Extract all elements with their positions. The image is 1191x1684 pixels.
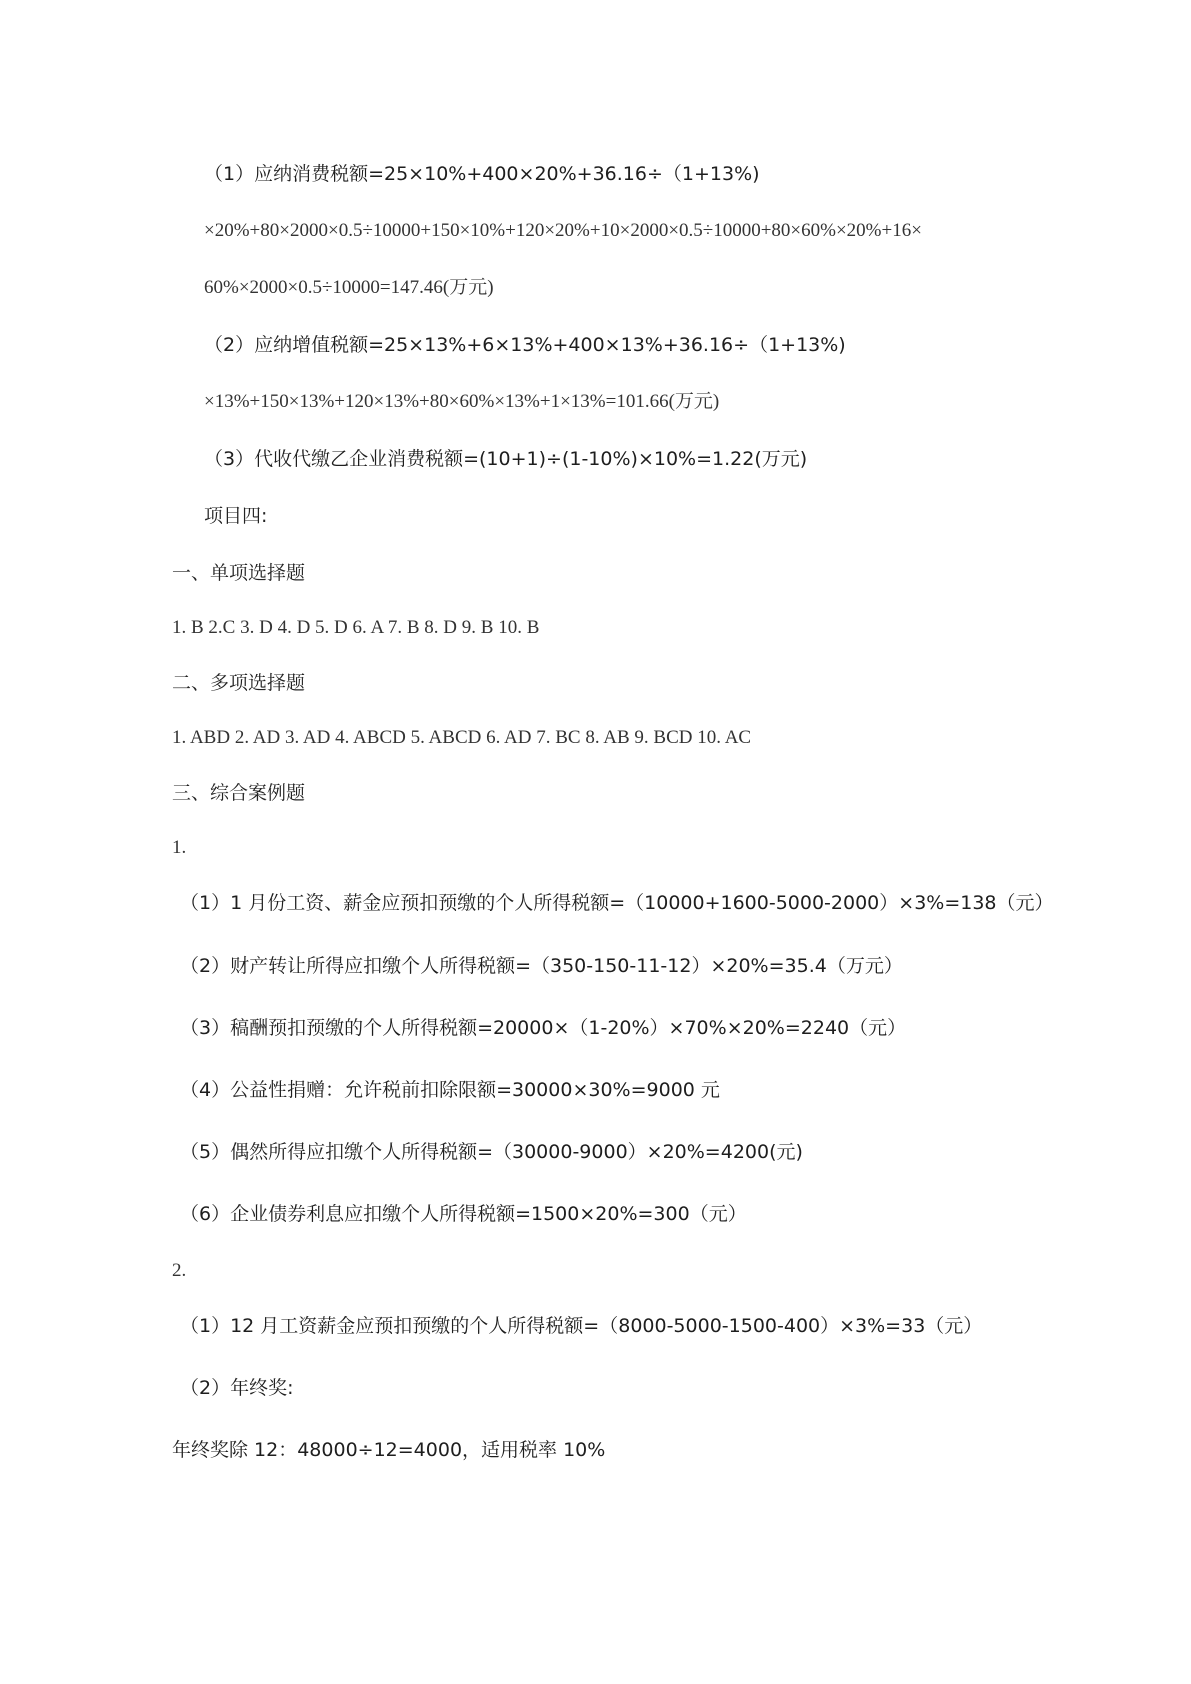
case2-item-2: （2）年终奖: [180, 1377, 294, 1399]
text-line-consumption-tax-3: 60%×2000×0.5÷10000=147.46(万元) [204, 277, 494, 298]
case1-item-3: （3）稿酬预扣预缴的个人所得税额=20000×（1-20%）×70%×20%=2240（元） [180, 1017, 907, 1039]
case1-item-5: （5）偶然所得应扣缴个人所得税额=（30000-9000）×20%=4200(元) [180, 1141, 803, 1163]
case1-item-1: （1）1 月份工资、薪金应预扣预缴的个人所得税额=（10000+1600-5000-2000）×3%=138（元） [180, 892, 1054, 914]
answers-single-choice: 1. B 2.C 3. D 4. D 5. D 6. A 7. B 8. D 9. B 10. B [172, 617, 540, 638]
section-heading-single-choice: 一、单项选择题 [172, 562, 306, 584]
case-number-2: 2. [172, 1260, 187, 1281]
text-line-vat-2: ×13%+150×13%+120×13%+80×60%×13%+1×13%=101.66(万元) [204, 391, 720, 412]
section-heading-case-study: 三、综合案例题 [172, 782, 306, 804]
case1-item-4: （4）公益性捐赠：允许税前扣除限额=30000×30%=9000 元 [180, 1079, 720, 1101]
section-heading-multiple-choice: 二、多项选择题 [172, 672, 306, 694]
case1-item-6: （6）企业债券利息应扣缴个人所得税额=1500×20%=300（元） [180, 1203, 747, 1225]
case2-item-1: （1）12 月工资薪金应预扣预缴的个人所得税额=（8000-5000-1500-400）×3%=33（元） [180, 1315, 983, 1337]
text-line-consumption-tax-2: ×20%+80×2000×0.5÷10000+150×10%+120×20%+10×2000×0.5÷10000+80×60%×20%+16× [204, 220, 922, 241]
text-line-consumption-tax-1: （1）应纳消费税额=25×10%+400×20%+36.16÷（1+13%) [204, 163, 760, 185]
case-number-1: 1. [172, 837, 187, 858]
case2-item-3: 年终奖除 12：48000÷12=4000，适用税率 10% [172, 1439, 606, 1461]
answers-multiple-choice: 1. ABD 2. AD 3. AD 4. ABCD 5. ABCD 6. AD 7. BC 8. AB 9. BCD 10. AC [172, 727, 752, 748]
text-line-vat-1: （2）应纳增值税额=25×13%+6×13%+400×13%+36.16÷（1+13%) [204, 334, 846, 356]
case1-item-2: （2）财产转让所得应扣缴个人所得税额=（350-150-11-12）×20%=35.4（万元） [180, 955, 903, 977]
text-line-withheld-consumption-tax: （3）代收代缴乙企业消费税额=(10+1)÷(1-10%)×10%=1.22(万元) [204, 448, 808, 470]
project-four-title: 项目四: [204, 505, 268, 527]
